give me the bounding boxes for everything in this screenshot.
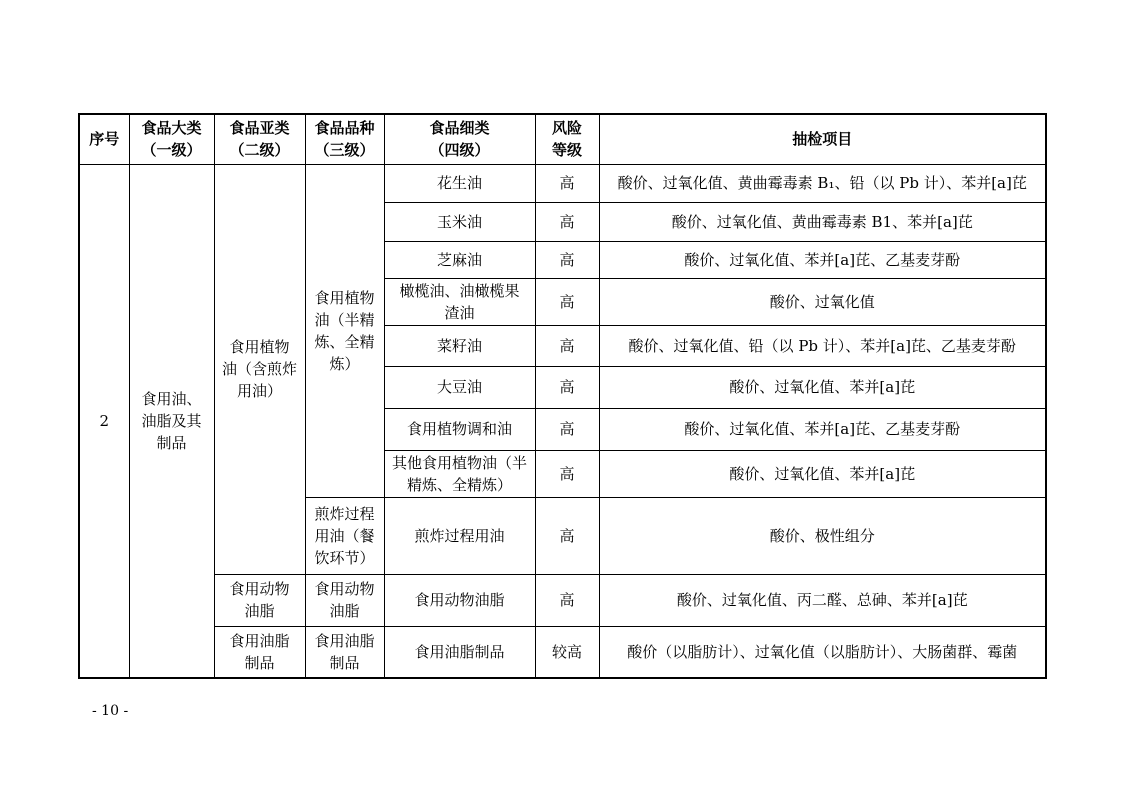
subcategory-cell: 芝麻油	[384, 241, 535, 278]
category-2-fat-products: 食用油脂 制品	[214, 626, 305, 678]
subcategory-cell: 食用油脂制品	[384, 626, 535, 678]
category-1-cell: 食用油、 油脂及其 制品	[129, 164, 214, 678]
items-cell: 酸价、过氧化值、苯并[a]芘	[599, 366, 1046, 408]
risk-cell: 高	[535, 408, 599, 450]
header-risk: 风险 等级	[535, 114, 599, 164]
risk-cell: 高	[535, 278, 599, 325]
risk-cell: 高	[535, 202, 599, 241]
table-row	[79, 574, 1046, 626]
header-category-2: 食品亚类 （二级）	[214, 114, 305, 164]
inspection-table	[78, 113, 1047, 679]
header-items: 抽检项目	[599, 114, 1046, 164]
risk-cell: 高	[535, 241, 599, 278]
subcategory-cell: 其他食用植物油（半 精炼、全精炼）	[384, 450, 535, 497]
items-cell: 酸价、过氧化值、丙二醛、总砷、苯并[a]芘	[599, 574, 1046, 626]
page-number: - 10 -	[92, 703, 129, 719]
risk-cell: 高	[535, 164, 599, 202]
subcategory-cell: 煎炸过程用油	[384, 497, 535, 574]
risk-cell: 高	[535, 574, 599, 626]
items-cell: 酸价、过氧化值、苯并[a]芘、乙基麦芽酚	[599, 241, 1046, 278]
items-cell: 酸价、过氧化值、铅（以 Pb 计）、苯并[a]芘、乙基麦芽酚	[599, 325, 1046, 366]
category-3-animal-fat: 食用动物 油脂	[305, 574, 384, 626]
category-3-frying-oil: 煎炸过程 用油（餐 饮环节）	[305, 497, 384, 574]
seq-cell: 2	[79, 164, 129, 678]
category-3-plant-oil: 食用植物 油（半精 炼、全精 炼）	[305, 164, 384, 497]
subcategory-cell: 菜籽油	[384, 325, 535, 366]
category-2-plant-oil: 食用植物 油（含煎炸 用油）	[214, 164, 305, 574]
risk-cell: 较高	[535, 626, 599, 678]
header-category-3: 食品品种 （三级）	[305, 114, 384, 164]
risk-cell: 高	[535, 366, 599, 408]
header-category-4: 食品细类 （四级）	[384, 114, 535, 164]
items-cell: 酸价、极性组分	[599, 497, 1046, 574]
header-seq: 序号	[79, 114, 129, 164]
items-cell: 酸价、过氧化值、苯并[a]芘、乙基麦芽酚	[599, 408, 1046, 450]
subcategory-cell: 大豆油	[384, 366, 535, 408]
items-cell: 酸价、过氧化值、黄曲霉毒素 B₁、铅（以 Pb 计）、苯并[a]芘	[599, 164, 1046, 202]
items-cell: 酸价、过氧化值、黄曲霉毒素 B1、苯并[a]芘	[599, 202, 1046, 241]
subcategory-cell: 食用植物调和油	[384, 408, 535, 450]
items-cell: 酸价、过氧化值、苯并[a]芘	[599, 450, 1046, 497]
category-2-animal-fat: 食用动物 油脂	[214, 574, 305, 626]
subcategory-cell: 花生油	[384, 164, 535, 202]
header-category-1: 食品大类 （一级）	[129, 114, 214, 164]
header-row	[79, 114, 1046, 164]
items-cell: 酸价、过氧化值	[599, 278, 1046, 325]
subcategory-cell: 玉米油	[384, 202, 535, 241]
table-row	[79, 164, 1046, 202]
subcategory-cell: 食用动物油脂	[384, 574, 535, 626]
items-cell: 酸价（以脂肪计）、过氧化值（以脂肪计）、大肠菌群、霉菌	[599, 626, 1046, 678]
table-row	[79, 626, 1046, 678]
risk-cell: 高	[535, 325, 599, 366]
risk-cell: 高	[535, 450, 599, 497]
category-3-fat-products: 食用油脂 制品	[305, 626, 384, 678]
risk-cell: 高	[535, 497, 599, 574]
subcategory-cell: 橄榄油、油橄榄果 渣油	[384, 278, 535, 325]
